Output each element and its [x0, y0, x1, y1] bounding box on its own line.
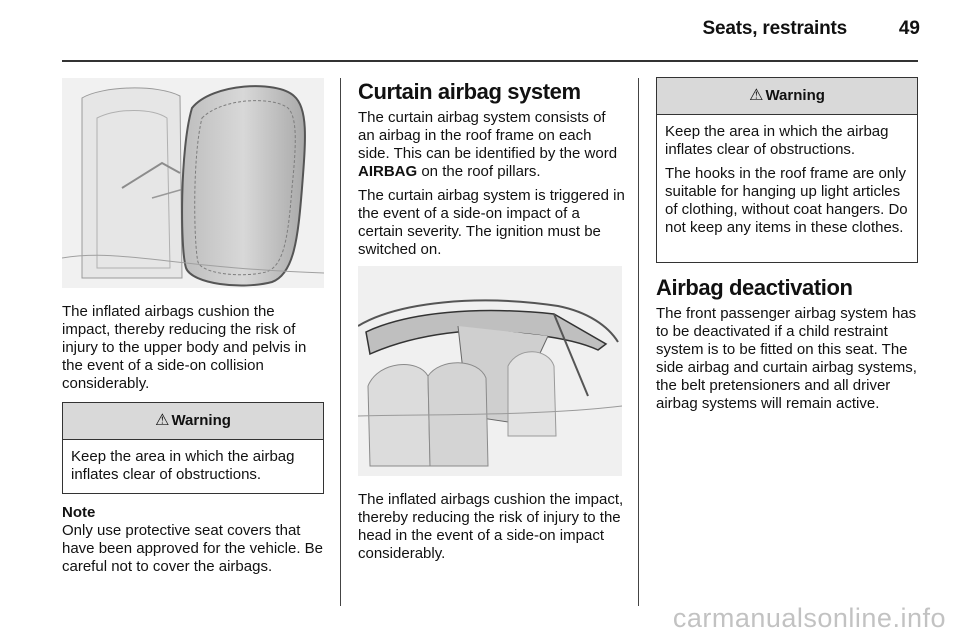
watermark: carmanualsonline.info [672, 603, 946, 633]
middle-column-top [358, 79, 626, 263]
right-warning-title: Warning [765, 87, 825, 104]
header-rule [62, 60, 918, 62]
airbag-deactivation-paragraph: The front passenger airbag system has to be deactivated if a child restraint system is to be fitted on this seat. The side airbag and curtain airbag systems, the belt pretensioners and all driver airbag systems will remain active. [656, 305, 917, 412]
column-divider-1 [340, 78, 341, 606]
middle-column-bottom [358, 491, 626, 567]
left-warning-header [63, 403, 323, 440]
curtain-airbag-heading: Curtain airbag system [358, 79, 581, 104]
right-warning-text2: The hooks in the roof frame are only suitable for hanging up light articles of clothing, without coat hangers. Do not keep any items in these clothes. [665, 165, 908, 236]
right-warning-text1: Keep the area in which the airbag inflates clear of obstructions. [665, 123, 889, 158]
airbag-word: AIRBAG [358, 163, 418, 180]
curtain-airbag-para3: The inflated airbags cushion the impact, thereby reducing the risk of injury to the head in the event of a side-on impact considerably. [358, 491, 624, 562]
curtain-airbag-para1 [358, 109, 626, 181]
right-column-text [656, 275, 922, 417]
note-text: Only use protective seat covers that have been approved for the vehicle. Be careful not to cover the airbags. [62, 522, 324, 575]
page-header-title: Seats, restraints [702, 18, 847, 39]
airbag-deactivation-heading: Airbag deactivation [656, 275, 853, 300]
page-number: 49 [898, 18, 920, 39]
warning-triangle-icon: ⚠ [155, 412, 170, 429]
left-warning-box [62, 402, 324, 494]
note-label: Note [62, 504, 96, 521]
side-airbag-paragraph: The inflated airbags cushion the impact, thereby reducing the risk of injury to the upper body and pelvis in the event of a side-on collision considerably. [62, 303, 307, 392]
warning-triangle-icon: ⚠ [749, 87, 764, 104]
column-divider-2 [638, 78, 639, 606]
left-warning-title: Warning [171, 412, 231, 429]
right-warning-body [657, 115, 917, 249]
right-warning-box [656, 77, 918, 263]
left-note [62, 504, 328, 580]
curtain-airbag-illustration [358, 266, 622, 476]
right-warning-header [657, 78, 917, 115]
curtain-airbag-para2: The curtain airbag system is triggered in the event of a side-on impact of a certain severity. The ignition must be switched on. [358, 187, 625, 258]
left-warning-body [63, 440, 323, 496]
left-column-text [62, 303, 324, 397]
para1-before: The curtain airbag system consists of an airbag in the roof frame on each side. This can be identified by the word [358, 109, 618, 162]
side-airbag-illustration [62, 78, 324, 288]
para1-after: on the roof pillars. [421, 163, 541, 180]
left-warning-text: Keep the area in which the airbag inflates clear of obstructions. [71, 448, 295, 483]
